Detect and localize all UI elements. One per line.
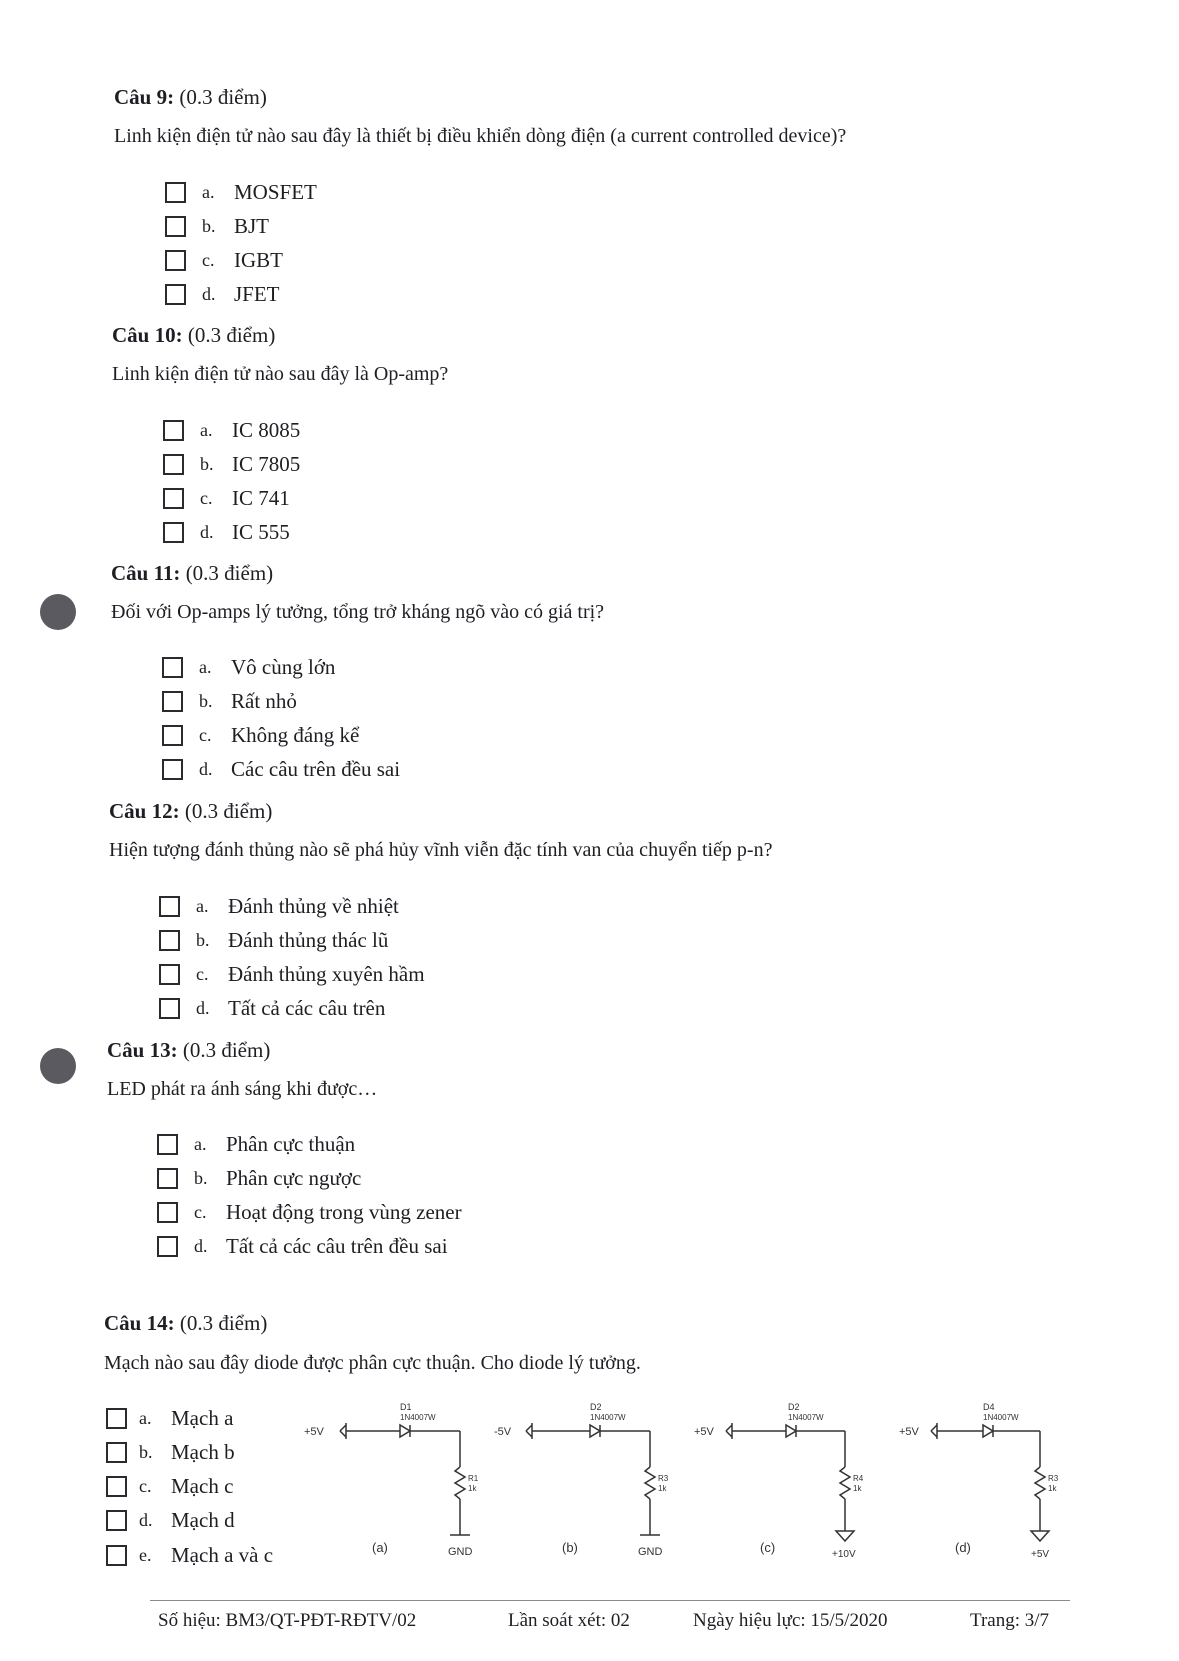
checkbox[interactable] <box>162 725 183 746</box>
circuit-caption: (b) <box>562 1540 578 1555</box>
resistor-value: 1k <box>853 1484 862 1493</box>
checkbox[interactable] <box>163 454 184 475</box>
diode-icon <box>590 1425 600 1437</box>
checkbox[interactable] <box>165 216 186 237</box>
option-d[interactable] <box>106 1506 235 1534</box>
option-letter: b. <box>194 1167 208 1188</box>
option-text: Mạch d <box>171 1507 235 1532</box>
option-text: MOSFET <box>234 179 317 204</box>
option-letter: a. <box>200 419 213 440</box>
source-arrow-icon <box>526 1423 532 1439</box>
checkbox[interactable] <box>159 896 180 917</box>
question-title <box>114 85 267 110</box>
option-letter: a. <box>194 1133 207 1154</box>
option-letter: b. <box>196 929 210 950</box>
option-letter: d. <box>196 997 210 1018</box>
option-letter: b. <box>139 1441 153 1462</box>
option-text: Rất nhỏ <box>231 688 297 713</box>
footer-document-code: Số hiệu: BM3/QT-PĐT-RĐTV/02 <box>158 1610 417 1631</box>
question-points: (0.3 điểm) <box>179 1311 268 1335</box>
question-title <box>112 323 275 348</box>
option-letter: d. <box>200 521 214 542</box>
question-title <box>111 561 273 586</box>
option-text: IGBT <box>234 247 283 272</box>
option-text: Vô cùng lớn <box>231 654 336 679</box>
question-points: (0.3 điểm) <box>182 1038 271 1062</box>
question-points: (0.3 điểm) <box>184 799 273 823</box>
source-arrow-icon <box>340 1423 346 1439</box>
source-arrow-icon <box>726 1423 732 1439</box>
option-text: Mạch a và c <box>171 1542 274 1567</box>
option-d[interactable] <box>165 280 280 308</box>
option-d[interactable] <box>159 994 385 1022</box>
option-c[interactable] <box>157 1198 462 1226</box>
checkbox[interactable] <box>163 420 184 441</box>
source-label: +5V <box>694 1426 714 1438</box>
checkbox[interactable] <box>157 1168 178 1189</box>
circuit-caption: (d) <box>955 1540 971 1555</box>
option-text: IC 8085 <box>232 417 301 442</box>
question-label: Câu 14: <box>104 1311 175 1335</box>
checkbox[interactable] <box>106 1442 127 1463</box>
footer-divider <box>150 1600 1070 1601</box>
punch-hole-2 <box>40 1048 76 1084</box>
option-letter: c. <box>202 249 215 270</box>
option-a[interactable] <box>157 1130 355 1158</box>
resistor-icon <box>1035 1467 1045 1499</box>
option-text: Hoạt động trong vùng zener <box>226 1199 462 1224</box>
option-letter: a. <box>196 895 209 916</box>
resistor-value: 1k <box>658 1484 667 1493</box>
checkbox[interactable] <box>106 1545 127 1566</box>
diode-part: 1N4007W <box>788 1413 824 1422</box>
circuit-diagrams <box>300 1395 1130 1570</box>
option-text: Mạch c <box>171 1473 234 1498</box>
resistor-label: R1 <box>468 1474 479 1483</box>
option-letter: d. <box>199 758 213 779</box>
option-text: Tất cả các câu trên đều sai <box>226 1233 448 1258</box>
diode-icon <box>786 1425 796 1437</box>
source-label: +5V <box>304 1426 324 1438</box>
source-label: +5V <box>899 1426 919 1438</box>
option-a[interactable] <box>165 178 317 206</box>
resistor-icon <box>645 1467 655 1499</box>
option-text: Mạch b <box>171 1439 235 1464</box>
resistor-icon <box>840 1467 850 1499</box>
option-text: Phân cực ngược <box>226 1165 362 1190</box>
checkbox[interactable] <box>106 1510 127 1531</box>
resistor-label: R3 <box>658 1474 669 1483</box>
resistor-label: R3 <box>1048 1474 1059 1483</box>
diode-part: 1N4007W <box>590 1413 626 1422</box>
option-d[interactable] <box>163 518 290 546</box>
option-text: Tất cả các câu trên <box>228 995 386 1020</box>
option-c[interactable] <box>106 1472 233 1500</box>
option-c[interactable] <box>165 246 283 274</box>
option-text: Đánh thủng về nhiệt <box>228 893 399 918</box>
option-text: IC 741 <box>232 485 290 510</box>
option-text: Đánh thủng xuyên hầm <box>228 961 425 986</box>
diode-part: 1N4007W <box>983 1413 1019 1422</box>
footer-revision: Lần soát xét: 02 <box>508 1610 630 1631</box>
option-c[interactable] <box>159 960 425 988</box>
checkbox[interactable] <box>159 964 180 985</box>
checkbox[interactable] <box>165 284 186 305</box>
checkbox[interactable] <box>165 250 186 271</box>
option-letter: a. <box>139 1407 152 1428</box>
diode-label: D1 <box>400 1402 412 1412</box>
diode-label: D2 <box>788 1402 800 1412</box>
option-letter: b. <box>200 453 214 474</box>
resistor-value: 1k <box>1048 1484 1057 1493</box>
option-letter: c. <box>139 1475 152 1496</box>
option-text: Không đáng kể <box>231 722 360 747</box>
checkbox[interactable] <box>165 182 186 203</box>
option-b[interactable] <box>106 1438 235 1466</box>
option-b[interactable] <box>157 1164 361 1192</box>
question-label: Câu 12: <box>109 799 180 823</box>
bottom-label: +5V <box>1031 1549 1050 1560</box>
checkbox[interactable] <box>106 1408 127 1429</box>
option-letter: d. <box>202 283 216 304</box>
checkbox[interactable] <box>157 1236 178 1257</box>
question-label: Câu 10: <box>112 323 183 347</box>
footer-page-number: Trang: 3/7 <box>970 1610 1050 1631</box>
option-text: Đánh thủng thác lũ <box>228 927 389 952</box>
option-letter: a. <box>202 181 215 202</box>
question-title <box>109 799 272 824</box>
option-d[interactable] <box>157 1232 448 1260</box>
resistor-icon <box>455 1467 465 1499</box>
option-text: IC 7805 <box>232 451 301 476</box>
question-text: Đối với Op-amps lý tưởng, tổng trở kháng ngõ vào có giá trị? <box>111 601 605 623</box>
checkbox[interactable] <box>163 488 184 509</box>
checkbox[interactable] <box>163 522 184 543</box>
option-c[interactable] <box>163 484 290 512</box>
option-a[interactable] <box>159 892 399 920</box>
punch-hole-1 <box>40 594 76 630</box>
option-letter: b. <box>199 690 213 711</box>
question-text: Linh kiện điện tử nào sau đây là thiết bị điều khiển dòng điện (a current controlled device)? <box>114 125 847 147</box>
option-a[interactable] <box>163 416 300 444</box>
question-points: (0.3 điểm) <box>187 323 276 347</box>
circuit-d <box>899 1402 1059 1560</box>
checkbox[interactable] <box>162 691 183 712</box>
option-text: JFET <box>234 281 280 306</box>
option-a[interactable] <box>106 1404 233 1432</box>
option-d[interactable] <box>162 755 400 783</box>
diode-icon <box>400 1425 410 1437</box>
diode-icon <box>983 1425 993 1437</box>
option-letter: d. <box>139 1509 153 1530</box>
option-text: Mạch a <box>171 1405 234 1430</box>
resistor-label: R4 <box>853 1474 864 1483</box>
bottom-label: GND <box>638 1546 663 1558</box>
circuit-b <box>494 1402 669 1558</box>
checkbox[interactable] <box>159 930 180 951</box>
source-label: -5V <box>494 1426 512 1438</box>
diode-label: D2 <box>590 1402 602 1412</box>
option-letter: a. <box>199 656 212 677</box>
circuit-c <box>694 1402 864 1560</box>
circuit-caption: (a) <box>372 1540 388 1555</box>
circuit-a <box>304 1402 479 1558</box>
bottom-label: +10V <box>832 1549 856 1560</box>
option-letter: c. <box>194 1201 207 1222</box>
option-letter: c. <box>199 724 212 745</box>
checkbox[interactable] <box>159 998 180 1019</box>
question-label: Câu 9: <box>114 85 175 109</box>
option-b[interactable] <box>159 926 388 954</box>
diode-part: 1N4007W <box>400 1413 436 1422</box>
option-c[interactable] <box>162 721 359 749</box>
option-b[interactable] <box>163 450 300 478</box>
source-arrow-icon <box>931 1423 937 1439</box>
option-b[interactable] <box>162 687 297 715</box>
supply-arrow-icon <box>836 1531 854 1541</box>
resistor-value: 1k <box>468 1484 477 1493</box>
option-letter: c. <box>200 487 213 508</box>
option-text: IC 555 <box>232 519 290 544</box>
checkbox[interactable] <box>157 1202 178 1223</box>
question-label: Câu 11: <box>111 561 181 585</box>
option-text: BJT <box>234 213 270 238</box>
footer-effective-date: Ngày hiệu lực: 15/5/2020 <box>693 1610 888 1631</box>
option-letter: b. <box>202 215 216 236</box>
question-points: (0.3 điểm) <box>179 85 267 109</box>
question-label: Câu 13: <box>107 1038 178 1062</box>
supply-arrow-icon <box>1031 1531 1049 1541</box>
question-title <box>107 1038 270 1063</box>
option-b[interactable] <box>165 212 269 240</box>
option-letter: d. <box>194 1235 208 1256</box>
option-a[interactable] <box>162 653 335 681</box>
question-text: Linh kiện điện tử nào sau đây là Op-amp? <box>112 363 449 385</box>
checkbox[interactable] <box>162 657 183 678</box>
diode-label: D4 <box>983 1402 995 1412</box>
option-letter: e. <box>139 1544 152 1565</box>
checkbox[interactable] <box>162 759 183 780</box>
question-title <box>104 1311 267 1336</box>
question-points: (0.3 điểm) <box>185 561 274 585</box>
option-text: Các câu trên đều sai <box>231 756 401 781</box>
circuit-caption: (c) <box>760 1540 776 1555</box>
checkbox[interactable] <box>106 1476 127 1497</box>
checkbox[interactable] <box>157 1134 178 1155</box>
option-text: Phân cực thuận <box>226 1131 356 1156</box>
question-text: Hiện tượng đánh thủng nào sẽ phá hủy vĩnh viễn đặc tính van của chuyển tiếp p-n? <box>109 839 773 861</box>
option-e[interactable] <box>106 1541 273 1569</box>
option-letter: c. <box>196 963 209 984</box>
question-text: Mạch nào sau đây diode được phân cực thuận. Cho diode lý tưởng. <box>104 1352 641 1374</box>
question-text: LED phát ra ánh sáng khi được… <box>107 1078 378 1100</box>
bottom-label: GND <box>448 1546 473 1558</box>
